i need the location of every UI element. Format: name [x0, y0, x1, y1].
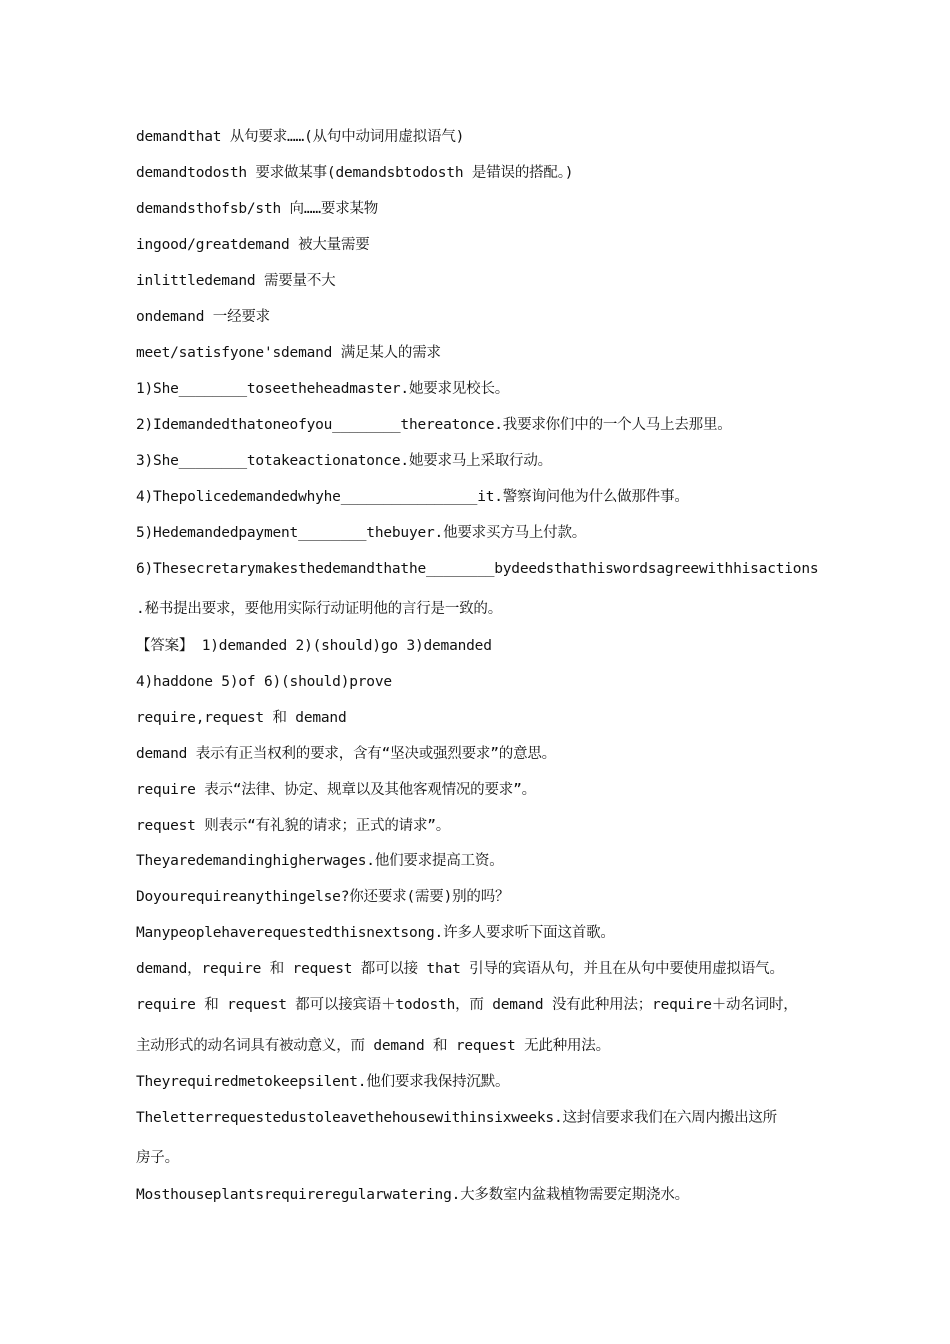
example-line: Theyaredemandinghigherwages.他们要求提高工资。 [136, 853, 504, 869]
example-line: Theyrequiredmetokeepsilent.他们要求我保持沉默。 [136, 1074, 510, 1090]
example-line: Mosthouseplantsrequireregularwatering.大多数室内盆栽植物需要定期浇水。 [136, 1187, 689, 1203]
text-line: .秘书提出要求，要他用实际行动证明他的言行是一致的。 [136, 601, 503, 617]
text-line: 房子。 [136, 1150, 179, 1166]
text-line: require,request 和 demand [136, 710, 347, 726]
answer-line: 4)haddone 5)of 6)(should)prove [136, 674, 392, 690]
example-line: Theletterrequestedustoleavethehousewithinsixweeks.这封信要求我们在六周内搬出这所 [136, 1110, 777, 1126]
text-line: request 则表示“有礼貌的请求；正式的请求”。 [136, 818, 451, 834]
text-line: demand 表示有正当权利的要求，含有“坚决或强烈要求”的意思。 [136, 746, 556, 762]
example-line: Manypeoplehaverequestedthisnextsong.许多人要求听下面这首歌。 [136, 925, 615, 941]
text-line: inlittledemand 需要量不大 [136, 273, 336, 289]
exercise-item: 1)She________toseetheheadmaster.她要求见校长。 [136, 381, 510, 397]
text-line: require 和 request 都可以接宾语＋todosth，而 demand 没有此种用法；require＋动名词时， [136, 997, 798, 1013]
text-line: ingood/greatdemand 被大量需要 [136, 237, 370, 253]
exercise-item: 4)Thepolicedemandedwhyhe________________it.警察询问他为什么做那件事。 [136, 489, 689, 505]
text-line: ondemand 一经要求 [136, 309, 270, 325]
text-line: 主动形式的动名词具有被动意义，而 demand 和 request 无此种用法。 [136, 1038, 610, 1054]
text-line: meet/satisfyone'sdemand 满足某人的需求 [136, 345, 441, 361]
text-line: demand，require 和 request 都可以接 that 引导的宾语从句，并且在从句中要使用虚拟语气。 [136, 961, 784, 977]
exercise-item: 3)She________totakeactionatonce.她要求马上采取行动。 [136, 453, 552, 469]
exercise-item: 6)Thesecretarymakesthedemandthathe________bydeedsthathiswordsagreewithhisactions [136, 561, 819, 577]
text-line: demandthat 从句要求……(从句中动词用虚拟语气) [136, 129, 465, 145]
exercise-item: 5)Hedemandedpayment________thebuyer.他要求买方马上付款。 [136, 525, 587, 541]
text-line: demandtodosth 要求做某事(demandsbtodosth 是错误的搭配。) [136, 165, 574, 181]
answer-line: 【答案】 1)demanded 2)(should)go 3)demanded [136, 638, 492, 654]
example-line: Doyourequireanythingelse?你还要求(需要)别的吗？ [136, 889, 510, 905]
text-line: require 表示“法律、协定、规章以及其他客观情况的要求”。 [136, 782, 536, 798]
text-line: demandsthofsb/sth 向……要求某物 [136, 201, 379, 217]
exercise-item: 2)Idemandedthatoneofyou________thereatonce.我要求你们中的一个人马上去那里。 [136, 417, 732, 433]
